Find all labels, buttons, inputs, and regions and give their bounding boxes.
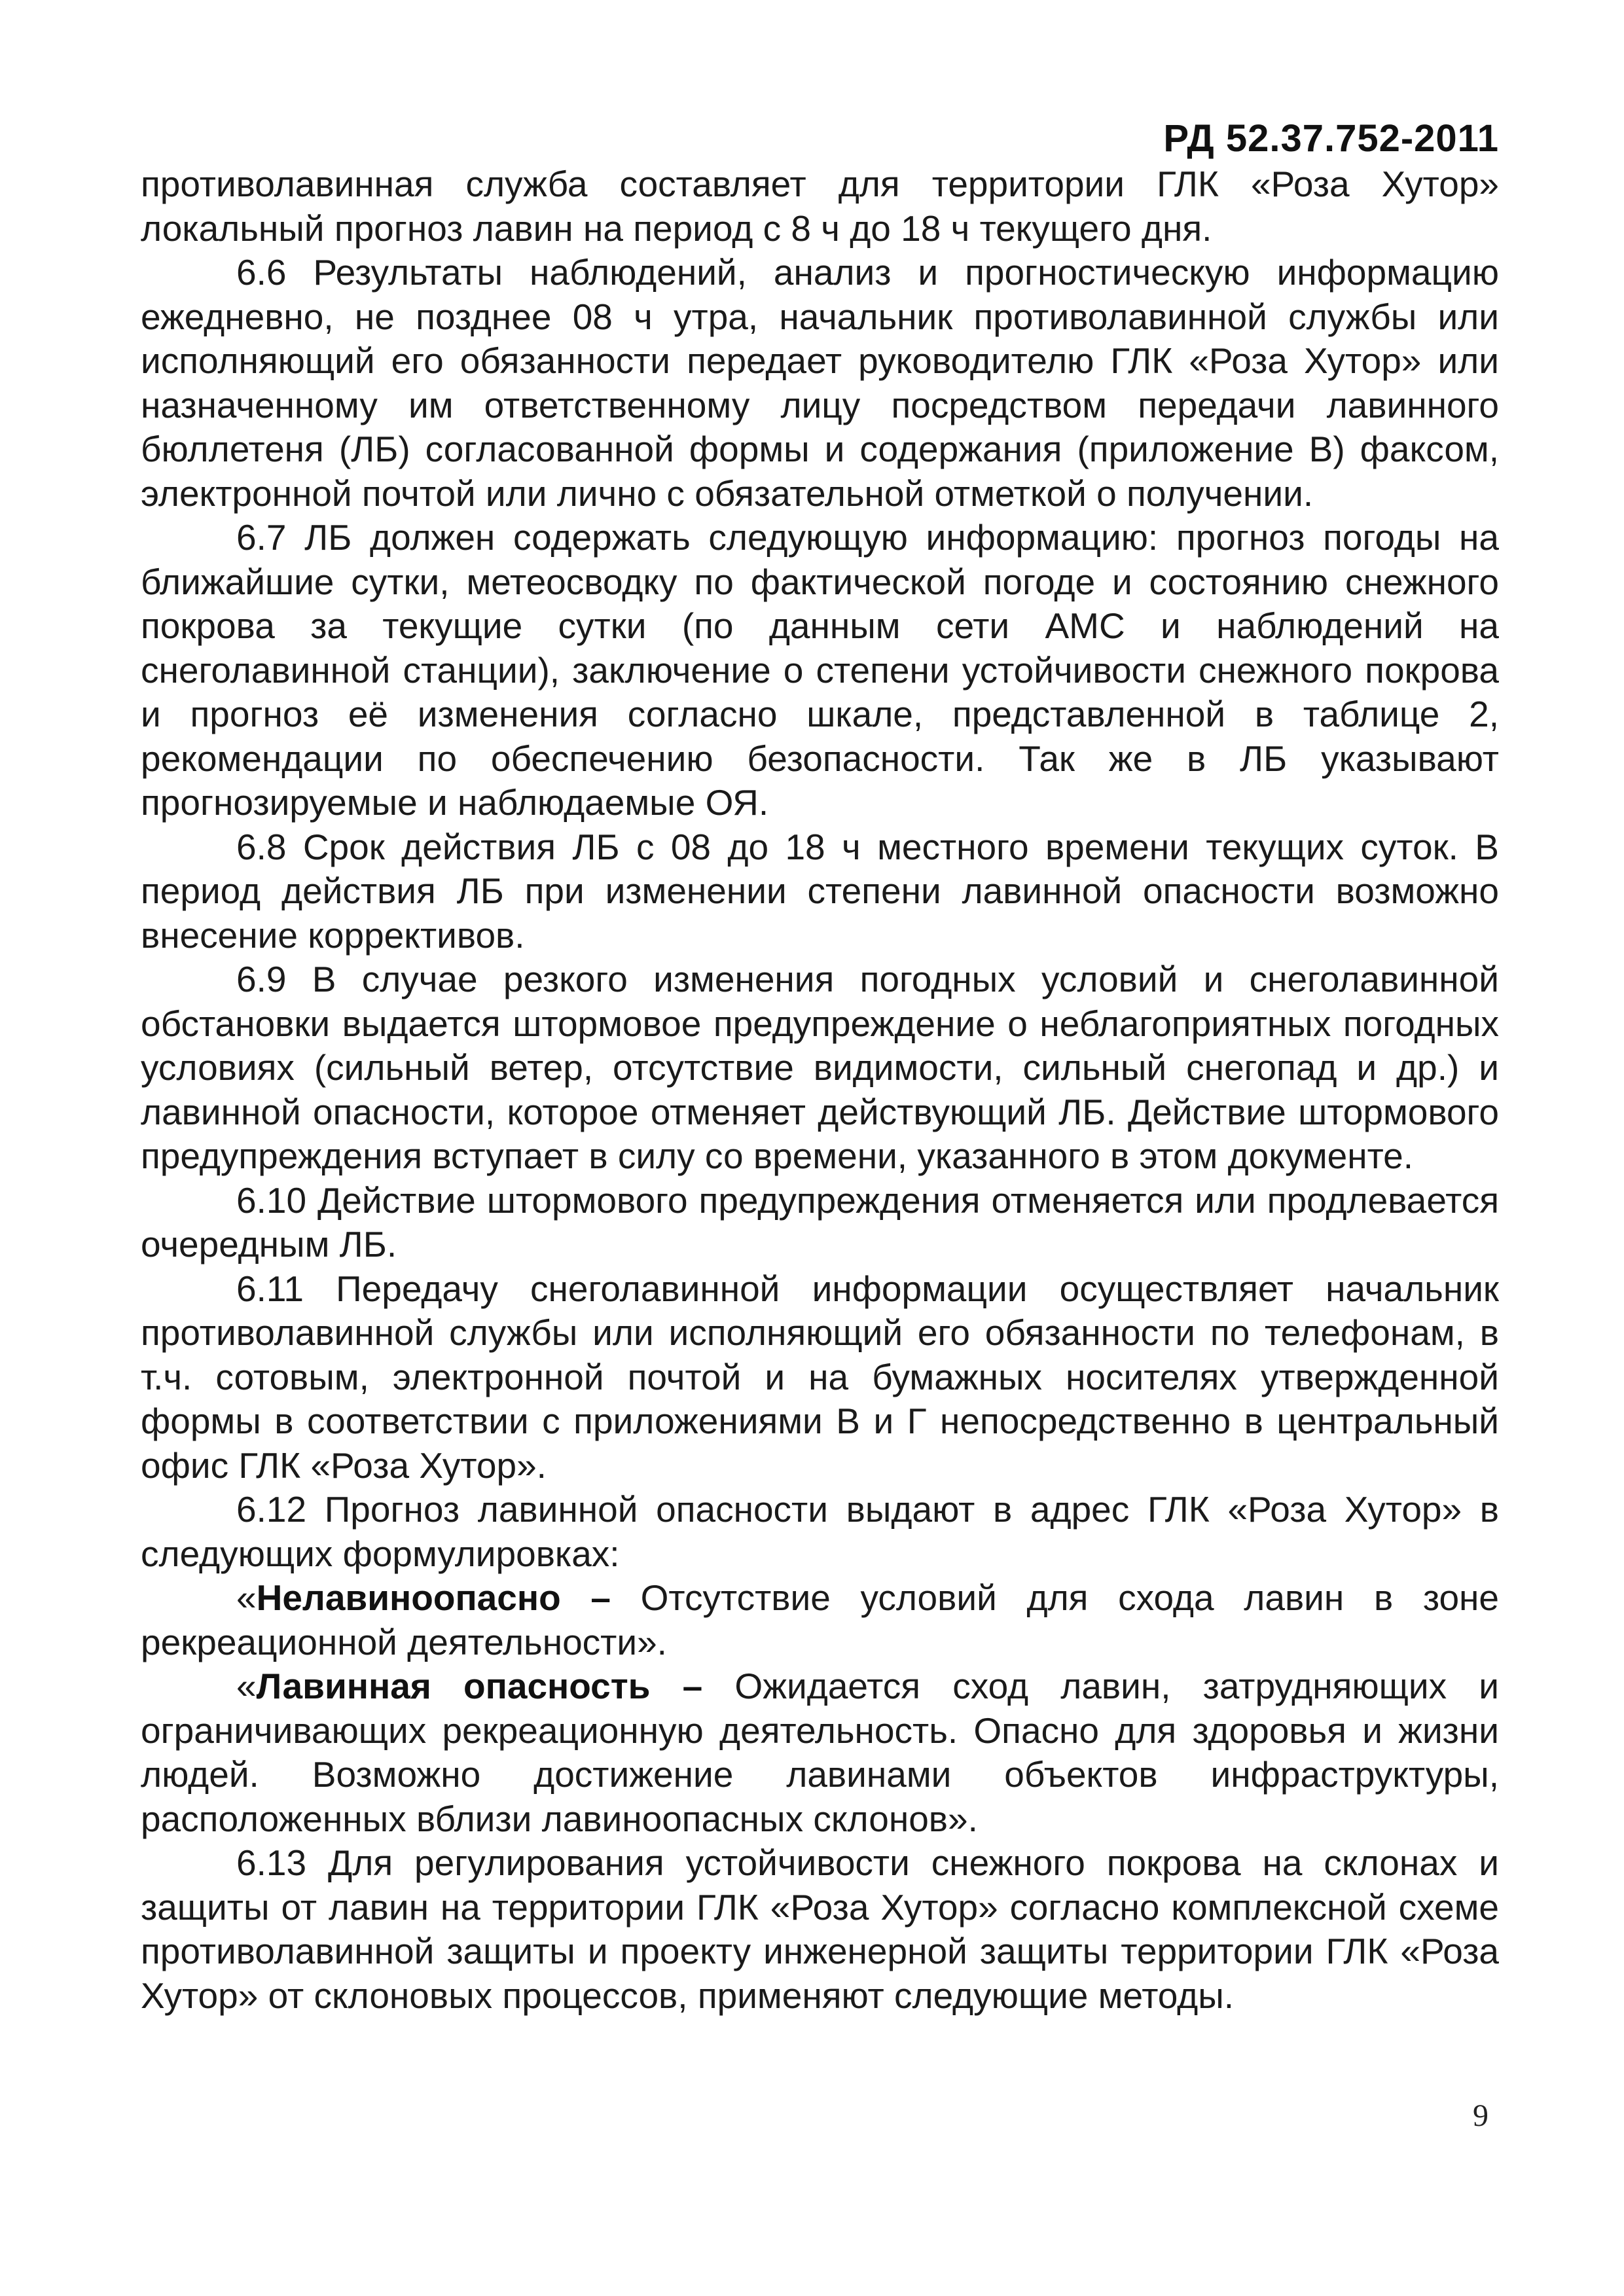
forecast-text-avalanche-danger: Ожидается сход лавин, затрудняющих и ограничивающих рекреационную деятельность. Опасно для здоровья и жизни людей. Возможно достижение лавинами объектов инфраструктуры, расположенных вблизи лавиноопасных склонов». — [141, 1666, 1499, 1839]
paragraph-6-7: 6.7 ЛБ должен содержать следующую информацию: прогноз погоды на ближайшие сутки, метеосводку по фактической погоде и состоянию снежного покрова за текущие сутки (по данным сети АМС и наблюдений на снеголавинной станции), заключение о степени устойчивости снежного покрова и прогноз её изменения согласно шкале, представленной в таблице 2, рекомендации по обеспечению безопасности. Так же в ЛБ указывают прогнозируемые и наблюдаемые ОЯ. — [141, 517, 1499, 823]
paragraph-6-11: 6.11 Передачу снеголавинной информации осуществляет начальник противолавинной службы или исполняющий его обязанности по телефонам, в т.ч. сотовым, электронной почтой и на бумажных носителях утвержденной формы в соответствии с приложениями В и Г непосредственно в центральный офис ГЛК «Роза Хутор». — [141, 1268, 1499, 1486]
forecast-term-no-avalanche: Нелавиноопасно – — [256, 1577, 611, 1618]
paragraph-6-10: 6.10 Действие штормового предупреждения отменяется или продлевается очередным ЛБ. — [141, 1179, 1499, 1265]
forecast-wording-no-avalanche — [141, 1576, 1499, 1664]
forecast-term-avalanche-danger: Лавинная опасность – — [256, 1666, 703, 1706]
document-body — [141, 162, 1499, 2018]
paragraph-6-13: 6.13 Для регулирования устойчивости снежного покрова на склонах и защиты от лавин на территории ГЛК «Роза Хутор» согласно комплексной схеме противолавинной защиты и проекту инженерной защиты территории ГЛК «Роза Хутор» от склоновых процессов, применяют следующие методы. — [141, 1842, 1499, 2016]
quote-open-mark: « — [236, 1666, 257, 1706]
paragraph-6-6: 6.6 Результаты наблюдений, анализ и прогностическую информацию ежедневно, не позднее 08 ч утра, начальник противолавинной службы или исполняющий его обязанности передает руководителю ГЛК «Роза Хутор» или назначенному им ответственному лицу посредством передачи лавинного бюллетеня (ЛБ) согласованной формы и содержания (приложение В) факсом, электронной почтой или лично с обязательной отметкой о получении. — [141, 252, 1499, 514]
paragraph-continuation: противолавинная служба составляет для территории ГЛК «Роза Хутор» локальный прогноз лавин на период с 8 ч до 18 ч текущего дня. — [141, 164, 1499, 249]
paragraph-6-8: 6.8 Срок действия ЛБ с 08 до 18 ч местного времени текущих суток. В период действия ЛБ при изменении степени лавинной опасности возможно внесение коррективов. — [141, 826, 1499, 956]
document-code-header: РД 52.37.752-2011 — [1163, 117, 1499, 160]
forecast-wording-avalanche-danger — [141, 1664, 1499, 1841]
paragraph-6-9: 6.9 В случае резкого изменения погодных условий и снеголавинной обстановки выдается штормовое предупреждение о неблагоприятных погодных условиях (сильный ветер, отсутствие видимости, сильный снегопад и др.) и лавинной опасности, которое отменяет действующий ЛБ. Действие штормового предупреждения вступает в силу со времени, указанного в этом документе. — [141, 959, 1499, 1176]
page-number: 9 — [1473, 2098, 1489, 2133]
quote-open-mark: « — [236, 1577, 257, 1618]
forecast-text-no-avalanche: Отсутствие условий для схода лавин в зоне рекреационной деятельности». — [141, 1577, 1500, 1662]
paragraph-6-12: 6.12 Прогноз лавинной опасности выдают в адрес ГЛК «Роза Хутор» в следующих формулировках: — [141, 1489, 1499, 1574]
